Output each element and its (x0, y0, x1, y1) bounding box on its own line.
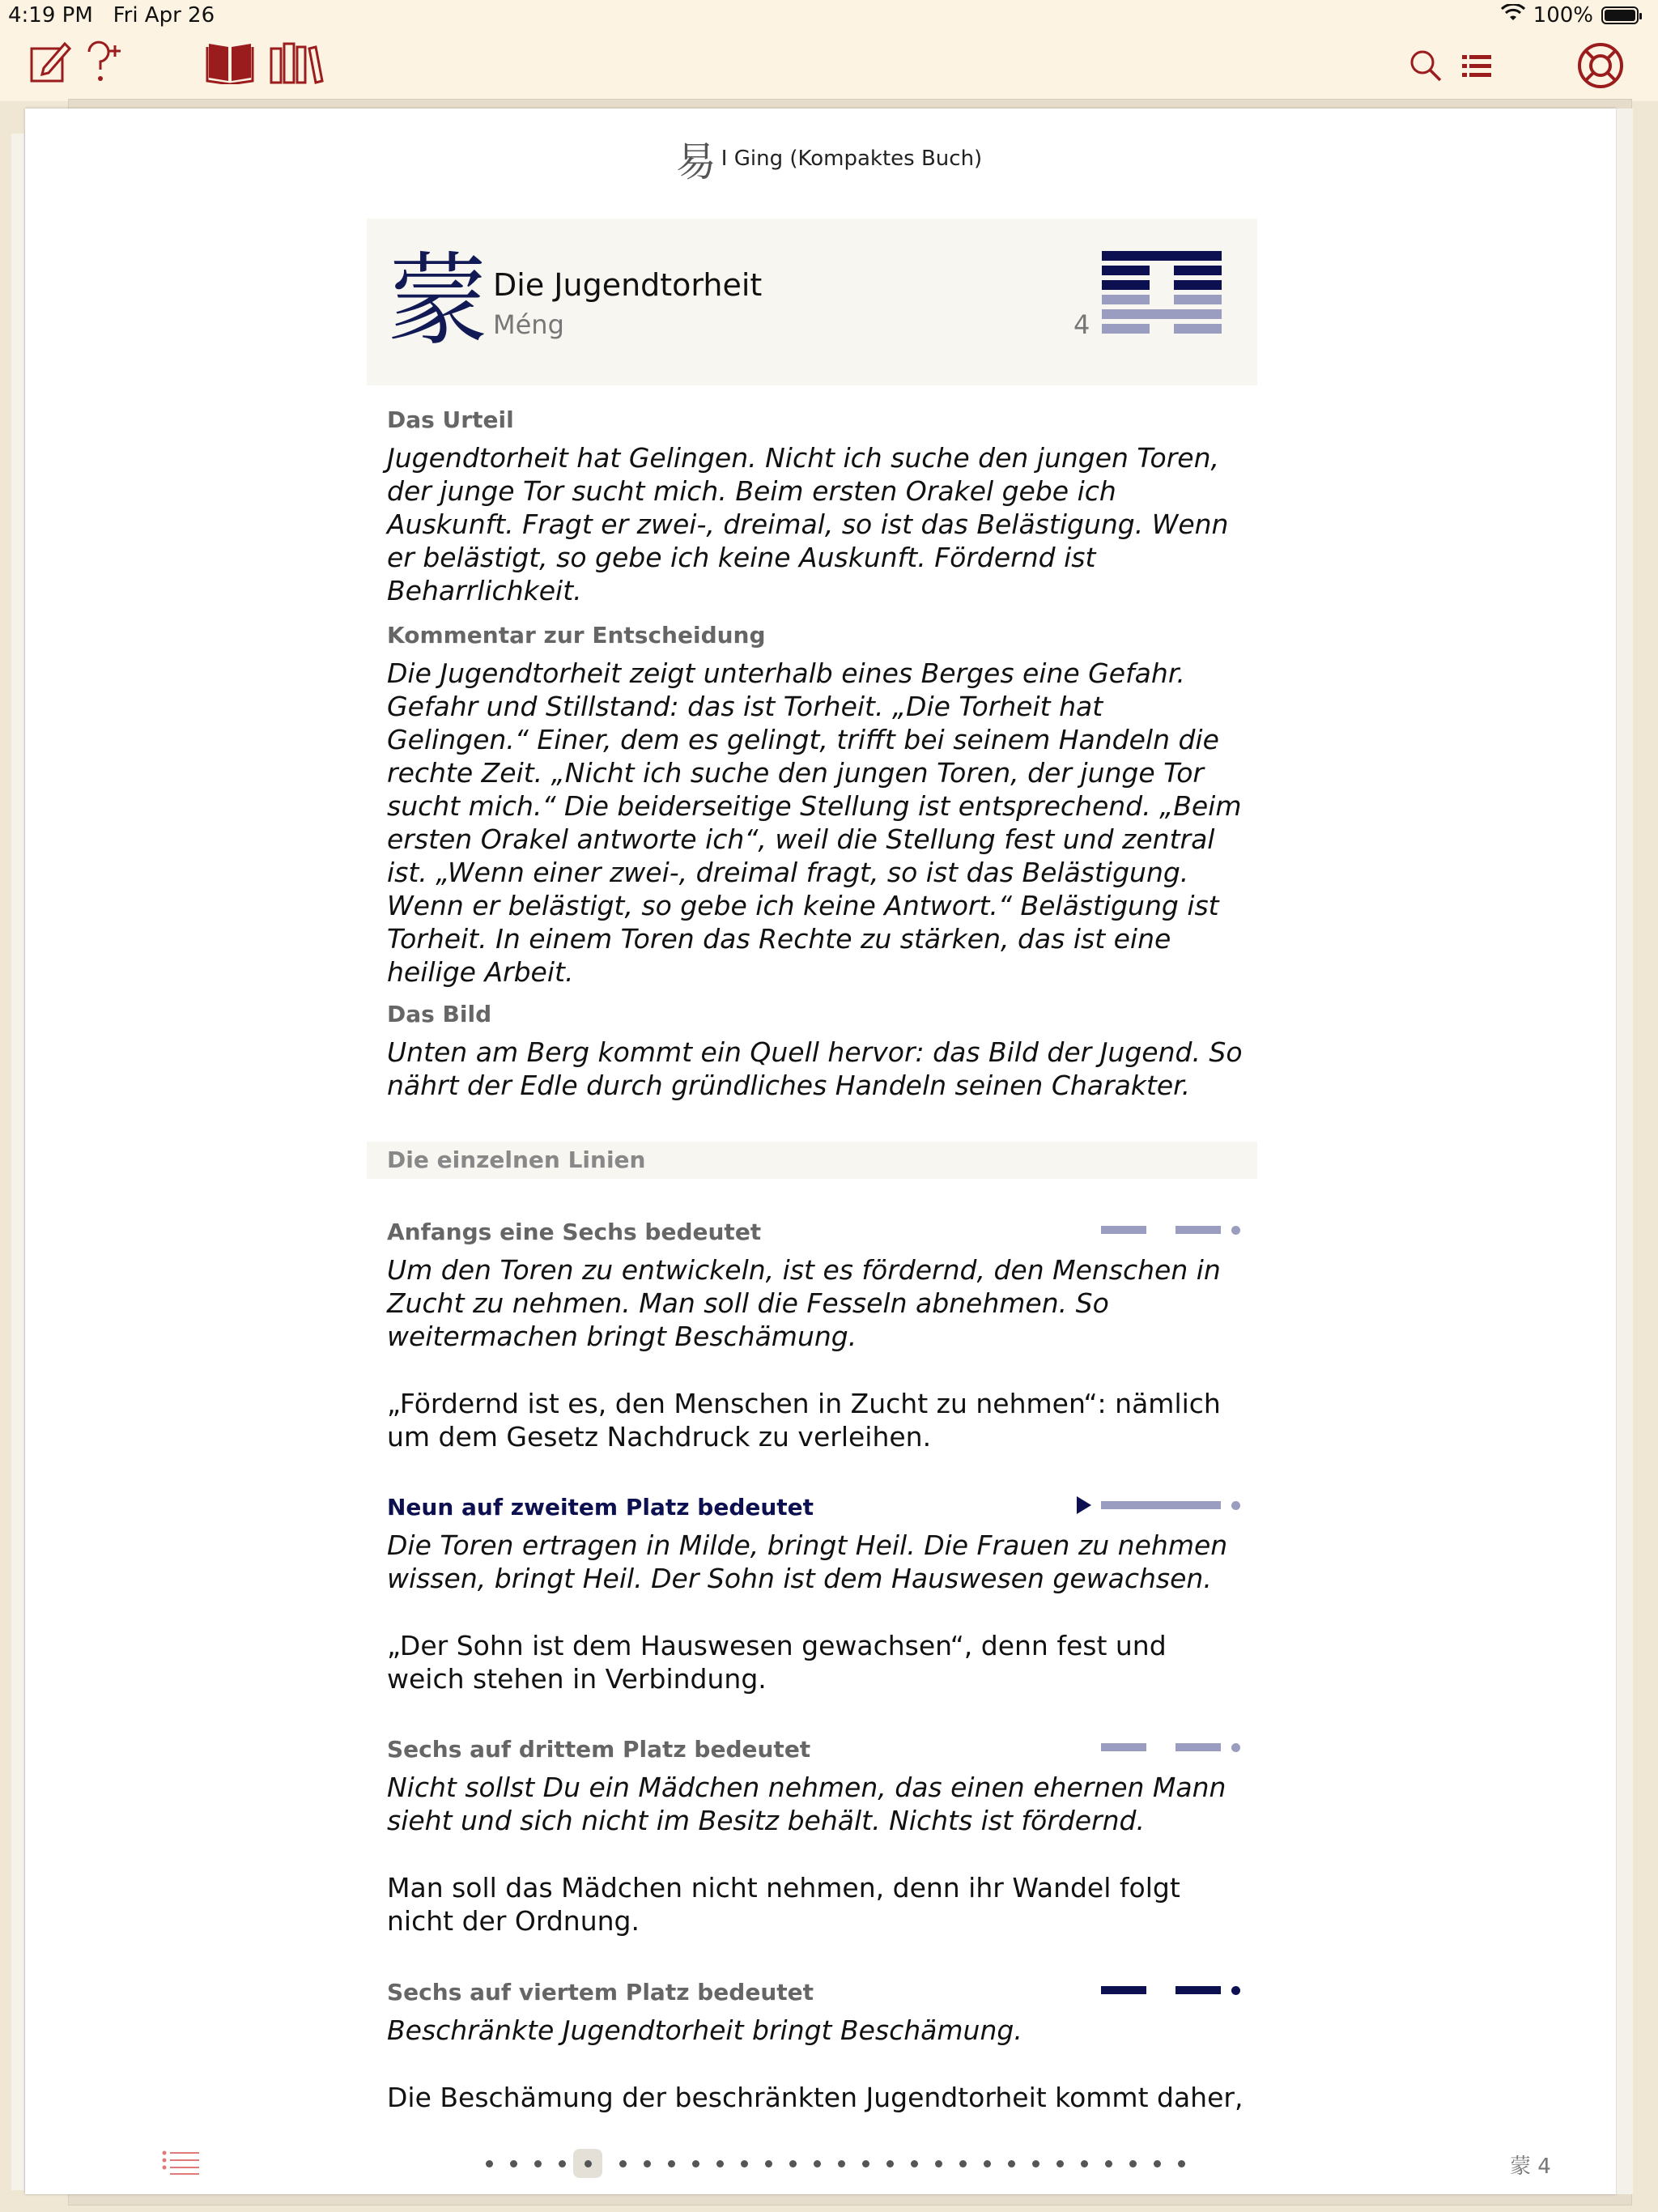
line-entry (387, 1979, 1245, 2114)
hexagram-line (1102, 295, 1222, 304)
page-dot[interactable] (510, 2160, 517, 2167)
page-dot[interactable] (1081, 2160, 1088, 2167)
line-entry (387, 1736, 1245, 1938)
line-commentary: Man soll das Mädchen nicht nehmen, denn ihr Wandel folgt nicht der Ordnung. (387, 1872, 1180, 1937)
book-icon[interactable] (206, 39, 254, 84)
lines-section-title: Die einzelnen Linien (387, 1146, 646, 1173)
status-time (8, 3, 215, 28)
top-toolbar (0, 0, 1658, 101)
hexagram-name: Die Jugendtorheit (493, 267, 763, 303)
page-dots[interactable] (486, 2155, 1202, 2172)
page-dot[interactable] (935, 2160, 942, 2167)
page-dot[interactable] (668, 2160, 675, 2167)
previous-page-edge[interactable] (11, 134, 25, 2190)
play-icon[interactable] (1077, 1496, 1091, 1514)
line-text: Beschränkte Jugendtorheit bringt Beschämung. (387, 2014, 1022, 2046)
page-dot[interactable] (692, 2160, 699, 2167)
page-dot[interactable] (862, 2160, 869, 2167)
line-entry (387, 1219, 1245, 1453)
line-commentary: „Der Sohn ist dem Hauswesen gewachsen“, denn fest und weich stehen in Verbindung. (387, 1630, 1167, 1695)
lines-section-header (367, 1142, 1257, 1179)
line-2-yang-indicator[interactable] (1101, 1501, 1240, 1509)
hexagram-line (1102, 280, 1222, 290)
page-dot[interactable] (984, 2160, 991, 2167)
line-commentary: „Fördernd ist es, den Menschen in Zucht zu nehmen“: nämlich um dem Gesetz Nachdruck zu verleihen. (387, 1388, 1221, 1453)
page-dot[interactable] (1105, 2160, 1112, 2167)
line-heading: Anfangs eine Sechs bedeutet (387, 1219, 762, 1245)
judgment-text: Jugendtorheit hat Gelingen. Nicht ich suche den jungen Toren, der junge Tor sucht mich. Beim ersten Orakel gebe ich Auskunft. Fragt er zwei-, dreimal, so ist das Belästigung. Wenn er belästigt, so gebe ich keine Auskunft. Fördernd ist Beharrlichkeit. (387, 442, 1229, 606)
battery-percent: 100% (1533, 3, 1593, 28)
line-text: Nicht sollst Du ein Mädchen nehmen, das einen ehernen Mann sieht und sich nicht im Besitz behält. Nichts ist fördernd. (387, 1772, 1226, 1836)
page-dot[interactable] (838, 2160, 845, 2167)
status-time-text: 4:19 PM (8, 3, 93, 28)
hexagram-line (1102, 309, 1222, 319)
line-commentary: Die Beschämung der beschränkten Jugendtorheit kommt daher, (387, 2082, 1244, 2113)
commentary-text: Die Jugendtorheit zeigt unterhalb eines Berges eine Gefahr. Gefahr und Stillstand: das ist Torheit. „Die Torheit hat Gelingen.“ Einer, dem es gelingt, trifft bei seinem Handeln die rechte Zeit. „Nicht ich suche den jungen Toren, der junge Tor sucht mich.“ Die beiderseitige Stellung ist entsprechend. „Beim ersten Orakel antworte ich“, weil die Stellung fest und zentral ist. „Wenn einer zwei-, dreimal fragt, so ist das Belästigung. Wenn er belästigt, so gebe ich keine Antwort.“ Belästigung ist Torheit. In einem Toren das Rechte zu stärken, das ist eine heilige Arbeit. (387, 657, 1242, 988)
hexagram-number: 4 (1073, 309, 1090, 340)
book-title-text: I Ging (Kompaktes Buch) (721, 147, 983, 171)
next-page-edge[interactable] (1616, 108, 1633, 2194)
page-indicator: 蒙 4 (1510, 2155, 1551, 2179)
hexagram-character: 蒙 (388, 243, 489, 359)
page-dot[interactable] (1008, 2160, 1015, 2167)
page-dot[interactable] (534, 2160, 542, 2167)
hexagram-header (367, 219, 1257, 385)
page-dot[interactable] (1129, 2160, 1137, 2167)
section-heading: Das Urteil (387, 406, 514, 433)
hexagram-pinyin: Méng (493, 309, 564, 340)
line-heading: Sechs auf drittem Platz bedeutet (387, 1736, 811, 1763)
list-icon[interactable] (1462, 53, 1491, 79)
book-title (0, 130, 1658, 188)
current-page-dot[interactable] (573, 2149, 602, 2178)
page-dot[interactable] (789, 2160, 797, 2167)
page-dot[interactable] (644, 2160, 651, 2167)
image-text: Unten am Berg kommt ein Quell hervor: das Bild der Jugend. So nährt der Edle durch gründliches Handeln seinen Charakter. (387, 1036, 1243, 1101)
page-dot[interactable] (619, 2160, 627, 2167)
page-dot[interactable] (1032, 2160, 1039, 2167)
search-icon[interactable] (1409, 49, 1443, 83)
page-dot[interactable] (741, 2160, 748, 2167)
edit-icon[interactable] (29, 39, 71, 84)
section-heading: Kommentar zur Entscheidung (387, 622, 766, 649)
section-heading: Das Bild (387, 1001, 492, 1027)
wifi-icon (1501, 3, 1525, 28)
battery-icon (1601, 6, 1639, 24)
page-dot[interactable] (716, 2160, 724, 2167)
page-dot[interactable] (585, 2160, 592, 2167)
page-dot[interactable] (1154, 2160, 1161, 2167)
help-plus-icon[interactable] (84, 39, 126, 84)
page-dot[interactable] (1178, 2160, 1185, 2167)
status-right (1501, 3, 1639, 28)
page-dot[interactable] (886, 2160, 894, 2167)
page-dot[interactable] (765, 2160, 772, 2167)
page-dot[interactable] (959, 2160, 967, 2167)
hexagram-line (1102, 251, 1222, 261)
line-4-yin-indicator[interactable] (1101, 1986, 1240, 1994)
line-1-yin-indicator[interactable] (1101, 1226, 1240, 1234)
page-dot[interactable] (911, 2160, 918, 2167)
line-heading: Sechs auf viertem Platz bedeutet (387, 1979, 814, 2006)
bottom-fade (25, 2115, 1616, 2139)
page-dot[interactable] (486, 2160, 493, 2167)
page-dot[interactable] (559, 2160, 566, 2167)
status-date-text: Fri Apr 26 (113, 3, 215, 28)
toc-icon[interactable] (162, 2150, 199, 2178)
line-text: Um den Toren zu entwickeln, ist es fördernd, den Menschen in Zucht zu nehmen. Man soll die Fesseln abnehmen. So weitermachen bringt Beschämung. (387, 1254, 1221, 1352)
hexagram-symbol (1102, 251, 1222, 338)
lifebuoy-icon[interactable] (1577, 42, 1624, 89)
commentary-section (387, 622, 1245, 989)
library-icon[interactable] (269, 39, 324, 84)
hexagram-line (1102, 324, 1222, 334)
page-dot[interactable] (814, 2160, 821, 2167)
line-heading: Neun auf zweitem Platz bedeutet (387, 1494, 814, 1521)
book-glyph: 易 (675, 138, 716, 185)
hexagram-line (1102, 266, 1222, 275)
line-text: Die Toren ertragen in Milde, bringt Heil. Die Frauen zu nehmen wissen, bringt Heil. Der Sohn ist dem Hauswesen gewachsen. (387, 1529, 1228, 1594)
line-entry (387, 1494, 1245, 1695)
judgment-section (387, 406, 1245, 607)
line-3-yin-indicator[interactable] (1101, 1743, 1240, 1751)
page-dot[interactable] (1056, 2160, 1064, 2167)
image-section (387, 1001, 1245, 1102)
